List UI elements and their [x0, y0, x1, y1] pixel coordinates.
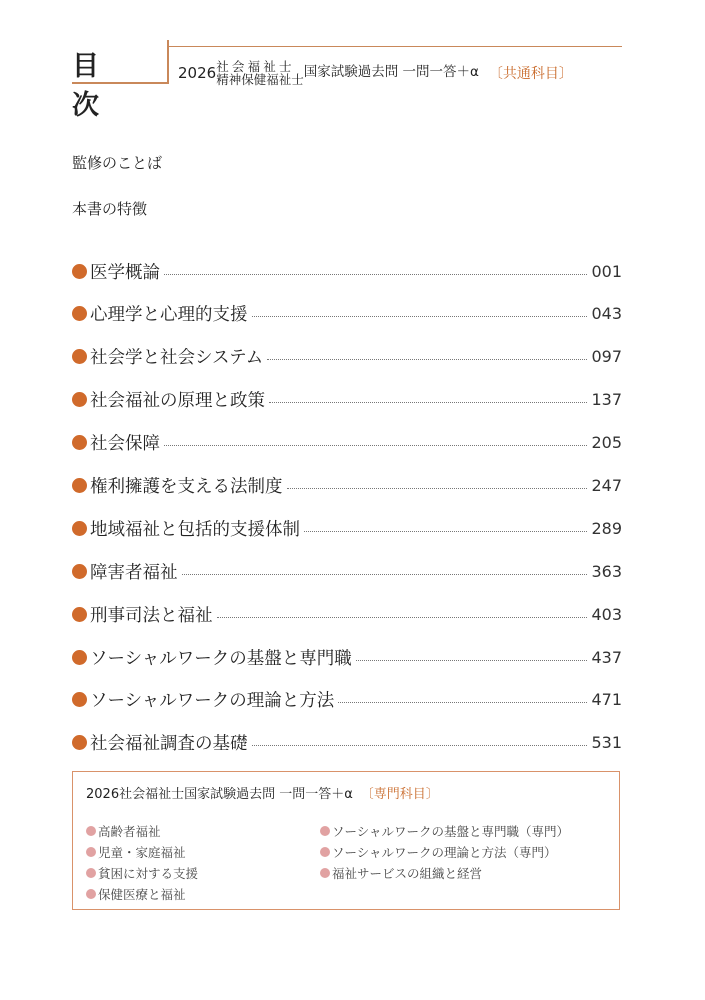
toc-entry-title: ソーシャルワークの理論と方法: [90, 691, 335, 712]
specialty-item: [320, 862, 569, 883]
bullet-icon: [72, 478, 87, 493]
specialty-box-title: [86, 783, 439, 802]
title-underline: [72, 82, 167, 84]
bullet-icon: [72, 607, 87, 622]
specialty-item: [86, 862, 198, 883]
specialty-item-label: 保健医療と福祉: [98, 886, 186, 902]
toc-entry[interactable]: [72, 729, 622, 757]
table-of-contents: [72, 257, 622, 772]
bullet-icon: [72, 435, 87, 450]
bullet-icon: [72, 521, 87, 536]
bullet-icon: [320, 826, 330, 836]
toc-entry-title: 社会学と社会システム: [90, 348, 264, 369]
dot-leader: [304, 531, 587, 532]
subtitle-social-worker: 社会福祉士: [216, 59, 295, 74]
book-subtitle: [178, 59, 573, 87]
toc-entry[interactable]: [72, 386, 622, 414]
toc-entry-title: 障害者福祉: [90, 562, 178, 583]
bullet-icon: [86, 847, 96, 857]
toc-entry-title: 心理学と心理的支援: [90, 305, 248, 326]
subtitle-exam: 国家試験過去問 一問一答＋α: [303, 64, 479, 81]
toc-entry-title: ソーシャルワークの基盤と専門職: [90, 648, 352, 669]
toc-entry[interactable]: [72, 257, 622, 285]
toc-entry-page: 137: [591, 390, 622, 410]
subtitle-psychiatric-worker: 精神保健福祉士: [216, 72, 304, 87]
bullet-icon: [72, 564, 87, 579]
toc-entry[interactable]: [72, 643, 622, 671]
toc-entry[interactable]: [72, 600, 622, 628]
specialty-item-label: 高齢者福祉: [98, 823, 161, 839]
toc-entry-page: 043: [591, 304, 622, 324]
toc-entry-page: 097: [591, 347, 622, 367]
toc-entry-title: 社会保障: [90, 434, 160, 455]
specialty-item: [320, 820, 569, 841]
specialty-subjects-box: [72, 771, 620, 910]
specialty-item-label: ソーシャルワークの基盤と専門職（専門）: [332, 823, 570, 839]
specialty-item: [86, 820, 198, 841]
dot-leader: [356, 660, 588, 661]
header-rule: [167, 46, 622, 47]
dot-leader: [164, 274, 587, 275]
specialty-item-label: 児童・家庭福祉: [98, 844, 186, 860]
toc-entry-page: 001: [591, 261, 622, 281]
contents-header: [72, 40, 622, 121]
dot-leader: [182, 574, 588, 575]
bullet-icon: [72, 264, 87, 279]
subtitle-year: 2026: [178, 63, 217, 82]
toc-entry-title: 社会福祉の原理と政策: [90, 391, 265, 412]
toc-entry-page: 363: [591, 561, 622, 581]
toc-entry-title: 権利擁護を支える法制度: [90, 476, 283, 497]
supervisor-words-link[interactable]: 監修のことば: [72, 154, 163, 172]
specialty-list-right: [320, 820, 569, 883]
toc-entry-title: 刑事司法と福祉: [90, 605, 213, 626]
toc-entry-page: 471: [591, 690, 622, 710]
bullet-icon: [320, 868, 330, 878]
toc-entry-title: 地域福祉と包括的支援体制: [90, 519, 300, 540]
bullet-icon: [72, 692, 87, 707]
specialty-item: [86, 841, 198, 862]
features-link[interactable]: 本書の特徴: [72, 200, 148, 218]
specialty-item-label: 福祉サービスの組織と経営: [332, 865, 483, 881]
bullet-icon: [72, 349, 87, 364]
specialty-list-left: [86, 820, 198, 904]
bullet-icon: [320, 847, 330, 857]
toc-entry-page: 531: [591, 733, 622, 753]
bullet-icon: [72, 650, 87, 665]
toc-entry-page: 403: [591, 604, 622, 624]
dot-leader: [267, 359, 587, 360]
dot-leader: [217, 617, 588, 618]
dot-leader: [269, 402, 587, 403]
subject-label-specialty: 〔専門科目〕: [360, 787, 439, 802]
dot-leader: [287, 488, 588, 489]
toc-entry[interactable]: [72, 557, 622, 585]
dot-leader: [164, 445, 587, 446]
bullet-icon: [72, 735, 87, 750]
page-title: 目 次: [72, 51, 150, 121]
specialty-item-label: ソーシャルワークの理論と方法（専門）: [332, 844, 557, 860]
subject-label-common: 〔共通科目〕: [488, 66, 573, 82]
bullet-icon: [86, 889, 96, 899]
specialty-item: [320, 841, 569, 862]
toc-entry[interactable]: [72, 471, 622, 499]
bullet-icon: [86, 868, 96, 878]
toc-entry[interactable]: [72, 686, 622, 714]
specialty-item: [86, 883, 198, 904]
toc-entry-page: 437: [591, 647, 622, 667]
dot-leader: [252, 745, 588, 746]
toc-entry-page: 247: [591, 475, 622, 495]
bullet-icon: [86, 826, 96, 836]
toc-entry-page: 289: [591, 518, 622, 538]
toc-entry[interactable]: [72, 300, 622, 328]
toc-entry[interactable]: [72, 343, 622, 371]
toc-entry-page: 205: [591, 433, 622, 453]
toc-entry[interactable]: [72, 514, 622, 542]
subtitle-qualifications: [216, 60, 304, 86]
dot-leader: [338, 702, 587, 703]
bullet-icon: [72, 392, 87, 407]
specialty-item-label: 貧困に対する支援: [98, 865, 199, 881]
bullet-icon: [72, 306, 87, 321]
toc-entry[interactable]: [72, 429, 622, 457]
dot-leader: [252, 316, 588, 317]
specialty-book-title: 2026社会福祉士国家試験過去問 一問一答＋α: [86, 787, 353, 802]
toc-entry-title: 医学概論: [90, 262, 160, 283]
toc-entry-title: 社会福祉調査の基礎: [90, 734, 248, 755]
